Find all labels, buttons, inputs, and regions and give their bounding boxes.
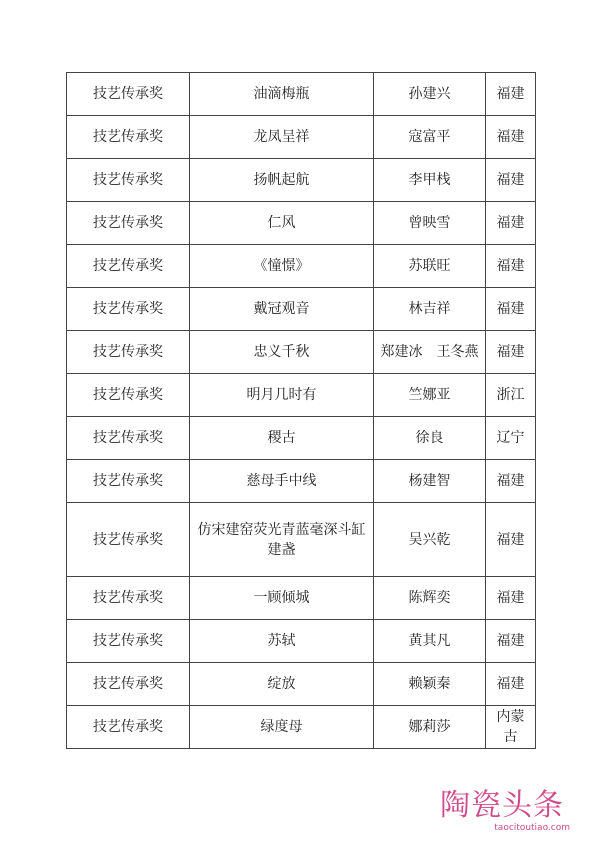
work-cell: 一顾倾城 <box>190 577 374 620</box>
table-row <box>67 331 536 374</box>
work-cell: 苏轼 <box>190 620 374 663</box>
region-cell: 福建 <box>486 245 536 288</box>
work-cell: 《憧憬》 <box>190 245 374 288</box>
region-cell: 福建 <box>486 503 536 577</box>
author-cell: 郑建冰 王冬燕 <box>374 331 486 374</box>
watermark-url: taocitoutiao.com <box>494 823 570 833</box>
work-cell: 忠义千秋 <box>190 331 374 374</box>
region-cell: 福建 <box>486 577 536 620</box>
region-cell: 福建 <box>486 663 536 706</box>
region-cell: 福建 <box>486 331 536 374</box>
work-cell: 稷古 <box>190 417 374 460</box>
author-cell: 杨建智 <box>374 460 486 503</box>
award-cell: 技艺传承奖 <box>67 577 190 620</box>
award-cell: 技艺传承奖 <box>67 417 190 460</box>
work-cell: 仿宋建窑荧光青蓝毫深斗缸建盏 <box>190 503 374 577</box>
award-cell: 技艺传承奖 <box>67 620 190 663</box>
table-row <box>67 116 536 159</box>
work-cell: 仁风 <box>190 202 374 245</box>
author-cell: 赖颖秦 <box>374 663 486 706</box>
work-cell: 明月几时有 <box>190 374 374 417</box>
author-cell: 徐良 <box>374 417 486 460</box>
awards-table <box>66 72 536 749</box>
region-cell: 福建 <box>486 620 536 663</box>
work-cell: 龙凤呈祥 <box>190 116 374 159</box>
award-cell: 技艺传承奖 <box>67 374 190 417</box>
table-row <box>67 374 536 417</box>
table-row <box>67 159 536 202</box>
author-cell: 曾映雪 <box>374 202 486 245</box>
region-cell: 福建 <box>486 116 536 159</box>
author-cell: 苏联旺 <box>374 245 486 288</box>
region-cell: 内蒙古 <box>486 706 536 749</box>
table-row <box>67 706 536 749</box>
award-cell: 技艺传承奖 <box>67 663 190 706</box>
table-row <box>67 73 536 116</box>
region-cell: 浙江 <box>486 374 536 417</box>
region-cell: 福建 <box>486 288 536 331</box>
awards-table-body <box>67 73 536 749</box>
award-cell: 技艺传承奖 <box>67 706 190 749</box>
work-cell: 绿度母 <box>190 706 374 749</box>
table-row <box>67 288 536 331</box>
author-cell: 娜莉莎 <box>374 706 486 749</box>
author-cell: 竺娜亚 <box>374 374 486 417</box>
watermark-title: 陶瓷头条 <box>440 788 564 823</box>
work-cell: 戴冠观音 <box>190 288 374 331</box>
table-row <box>67 577 536 620</box>
work-cell: 油滴梅瓶 <box>190 73 374 116</box>
region-cell: 辽宁 <box>486 417 536 460</box>
award-cell: 技艺传承奖 <box>67 202 190 245</box>
award-cell: 技艺传承奖 <box>67 159 190 202</box>
table-row <box>67 245 536 288</box>
author-cell: 林吉祥 <box>374 288 486 331</box>
award-cell: 技艺传承奖 <box>67 245 190 288</box>
region-cell: 福建 <box>486 202 536 245</box>
award-cell: 技艺传承奖 <box>67 73 190 116</box>
table-row <box>67 202 536 245</box>
author-cell: 黄其凡 <box>374 620 486 663</box>
award-cell: 技艺传承奖 <box>67 503 190 577</box>
author-cell: 李甲栈 <box>374 159 486 202</box>
author-cell: 孙建兴 <box>374 73 486 116</box>
table-row <box>67 663 536 706</box>
author-cell: 寇富平 <box>374 116 486 159</box>
table-row <box>67 417 536 460</box>
watermark-logo <box>440 790 580 835</box>
work-cell: 绽放 <box>190 663 374 706</box>
author-cell: 吴兴乾 <box>374 503 486 577</box>
table-row <box>67 620 536 663</box>
region-cell: 福建 <box>486 159 536 202</box>
author-cell: 陈辉奕 <box>374 577 486 620</box>
work-cell: 慈母手中线 <box>190 460 374 503</box>
award-cell: 技艺传承奖 <box>67 288 190 331</box>
award-cell: 技艺传承奖 <box>67 460 190 503</box>
region-cell: 福建 <box>486 460 536 503</box>
award-cell: 技艺传承奖 <box>67 331 190 374</box>
award-cell: 技艺传承奖 <box>67 116 190 159</box>
work-cell: 扬帆起航 <box>190 159 374 202</box>
table-row <box>67 460 536 503</box>
table-row <box>67 503 536 577</box>
region-cell: 福建 <box>486 73 536 116</box>
